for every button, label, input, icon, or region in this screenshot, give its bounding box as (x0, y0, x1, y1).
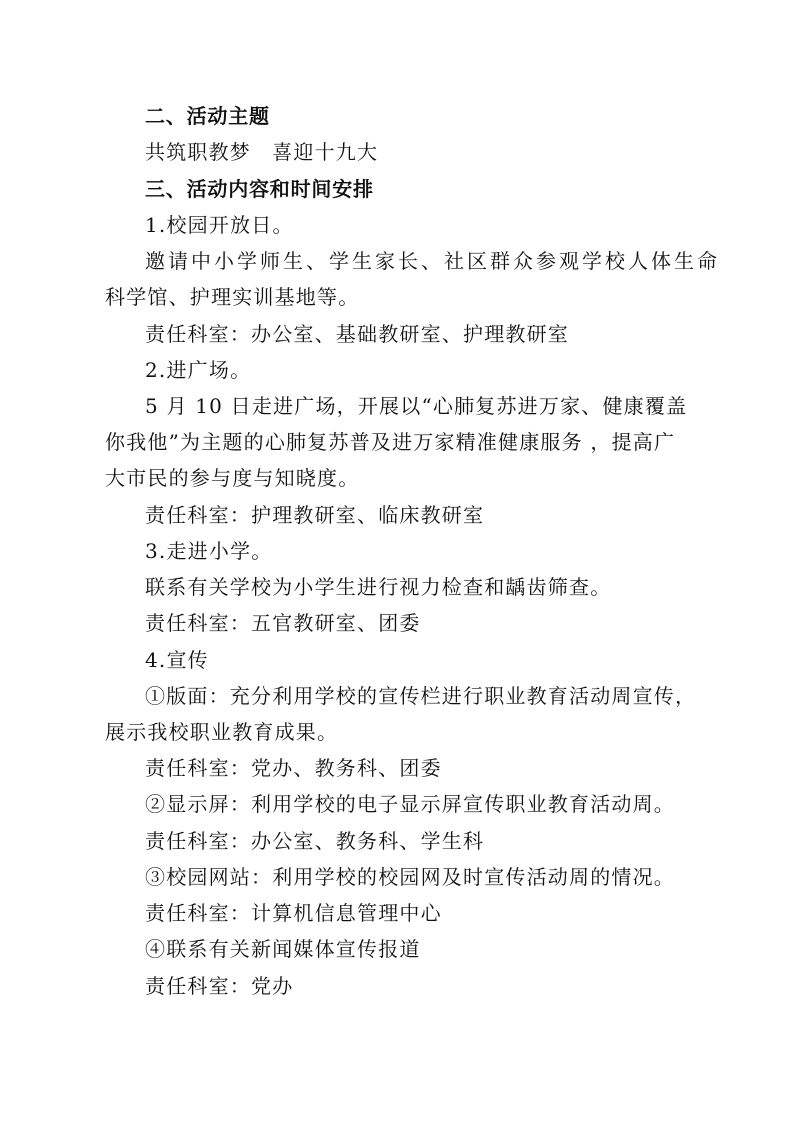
item-heading: 3.走进小学。 (145, 539, 273, 563)
paragraph-line: 科学馆、护理实训基地等。 (105, 285, 360, 309)
responsible-line: 责任科室：办公室、教务科、学生科 (145, 829, 485, 853)
responsible-line: 责任科室：计算机信息管理中心 (145, 901, 442, 925)
paragraph-line: ④联系有关新闻媒体宣传报道 (145, 937, 421, 961)
responsible-line: 责任科室：护理教研室、临床教研室 (145, 503, 485, 527)
paragraph-line: ①版面：充分利用学校的宣传栏进行职业教育活动周宣传， (145, 684, 697, 708)
responsible-line: 责任科室：五官教研室、团委 (145, 611, 421, 635)
responsible-line: 责任科室：办公室、基础教研室、护理教研室 (145, 322, 569, 346)
item-heading: 2.进广场。 (145, 358, 252, 382)
paragraph-line: 邀请中小学师生、学生家长、社区群众参观学校人体生命 (145, 249, 720, 273)
responsible-line: 责任科室：党办、教务科、团委 (145, 756, 442, 780)
paragraph-line: 共筑职教梦 喜迎十九大 (145, 140, 379, 164)
paragraph-line: 你我他”为主题的心肺复苏普及进万家精准健康服务 ，提高广 (105, 430, 676, 454)
paragraph-line: 展示我校职业教育成果。 (105, 720, 339, 744)
responsible-line: 责任科室：党办 (145, 974, 294, 998)
paragraph-line: ③校园网站：利用学校的校园网及时宣传活动周的情况。 (145, 865, 675, 889)
paragraph-line: 大市民的参与度与知晓度。 (105, 466, 360, 490)
paragraph-line: ②显示屏：利用学校的电子显示屏宣传职业教育活动周。 (145, 792, 675, 816)
item-heading: 4.宣传 (145, 648, 209, 672)
section-heading-content: 三、活动内容和时间安排 (145, 177, 374, 201)
section-heading-theme: 二、活动主题 (145, 104, 270, 128)
item-heading: 1.校园开放日。 (145, 213, 294, 237)
paragraph-line: 5 月 10 日走进广场，开展以“心肺复苏进万家、健康覆盖 (145, 394, 688, 418)
paragraph-line: 联系有关学校为小学生进行视力检查和龋齿筛查。 (145, 575, 612, 599)
